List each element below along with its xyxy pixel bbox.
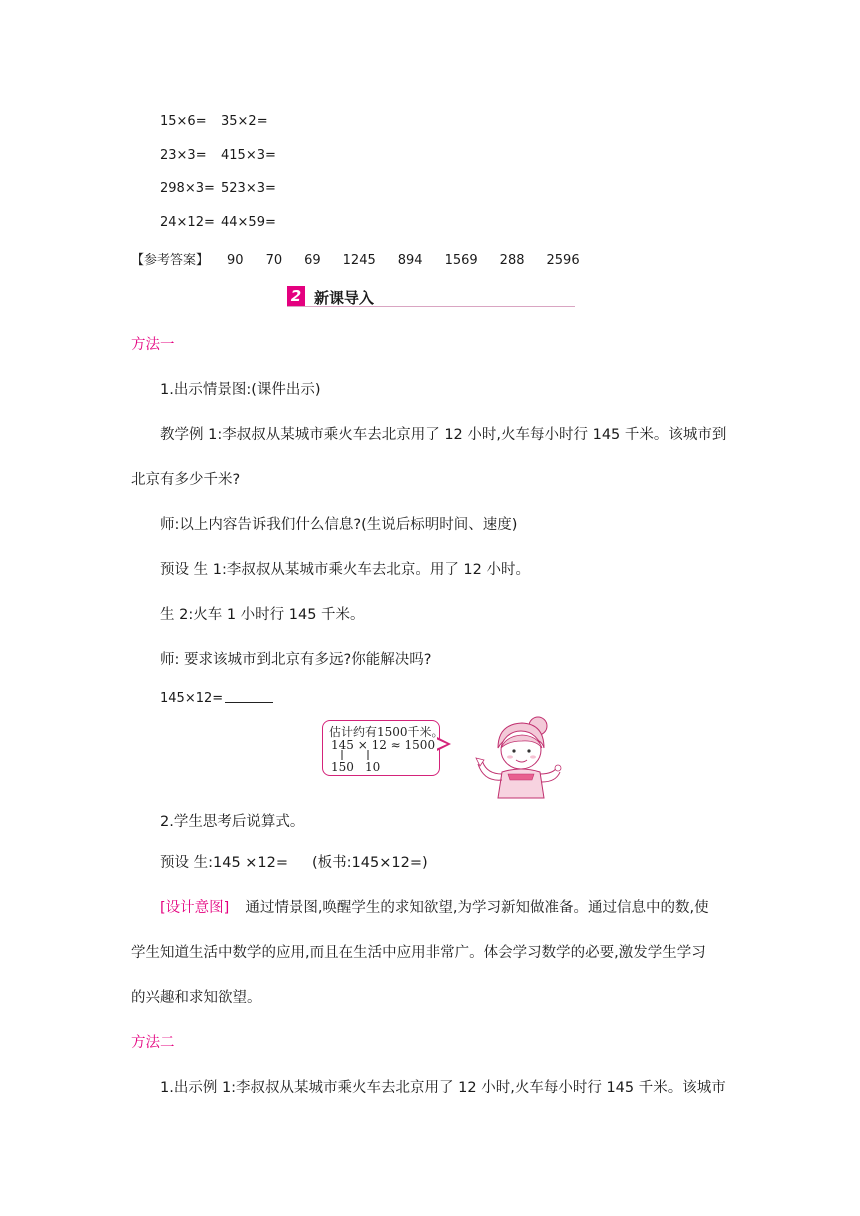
answer-value: 288 (499, 253, 525, 268)
exercise-3b: 523×3= (221, 181, 276, 196)
method1-p6: 师: 要求该城市到北京有多远?你能解决吗? (160, 652, 432, 668)
method1-heading: 方法一 (131, 337, 175, 353)
answer-value: 1245 (342, 253, 376, 268)
method1-equation (160, 690, 273, 706)
answer-blank (225, 690, 273, 703)
section-underline (287, 306, 575, 307)
method2-heading: 方法二 (131, 1035, 175, 1051)
girl-illustration (472, 714, 562, 800)
method1-p9b: (板书:145×12=) (312, 855, 428, 871)
design-intent-label: [设计意图] (160, 900, 230, 916)
answer-label: 【参考答案】 (131, 253, 210, 268)
exercise-2a: 23×3= (160, 148, 207, 163)
method1-p4: 预设 生 1:李叔叔从某城市乘火车去北京。用了 12 小时。 (160, 562, 530, 578)
bubble-line-2: 145 × 12 ≈ 1500 (331, 738, 436, 752)
answer-value: 69 (304, 253, 321, 268)
design-intent-line3: 的兴趣和求知欲望。 (131, 990, 262, 1006)
bubble-line-3b: 10 (365, 760, 381, 774)
exercise-1a: 15×6= (160, 114, 207, 129)
method1-p1: 1.出示情景图:(课件出示) (160, 382, 321, 398)
exercise-4b: 44×59= (221, 215, 276, 230)
equation-text: 145×12= (160, 691, 224, 706)
answer-value: 90 (227, 253, 244, 268)
section-title: 新课导入 (314, 289, 375, 307)
method1-p8: 2.学生思考后说算式。 (160, 814, 305, 830)
section-number-badge: 2 (287, 286, 305, 306)
answer-value: 1569 (444, 253, 478, 268)
bubble-line-1: 估计约有1500千米。 (329, 725, 444, 739)
exercise-4a: 24×12= (160, 215, 215, 230)
exercise-3a: 298×3= (160, 181, 215, 196)
design-intent-line2: 学生知道生活中数学的应用,而且在生活中应用非常广。体会学习数学的必要,激发学生学习 (131, 945, 706, 961)
exercise-1b: 35×2= (221, 114, 268, 129)
method1-p9a: 预设 生:145 ×12= (160, 855, 289, 871)
answer-value: 2596 (546, 253, 580, 268)
bubble-line-3a: 150 (331, 760, 354, 774)
answer-value: 894 (397, 253, 423, 268)
method1-p2-line2: 北京有多少千米? (131, 472, 241, 488)
method1-p5: 生 2:火车 1 小时行 145 千米。 (160, 607, 365, 623)
exercise-2b: 415×3= (221, 148, 276, 163)
answer-line (131, 249, 602, 268)
method1-p2-line1: 教学例 1:李叔叔从某城市乘火车去北京用了 12 小时,火车每小时行 145 千米。该城市到 (160, 427, 727, 443)
design-intent-line1 (160, 896, 709, 917)
method2-p1: 1.出示例 1:李叔叔从某城市乘火车去北京用了 12 小时,火车每小时行 145 千米。该城市 (160, 1080, 726, 1096)
answer-value: 70 (265, 253, 283, 268)
design-intent-text: 通过情景图,唤醒学生的求知欲望,为学习新知做准备。通过信息中的数,使 (245, 900, 709, 916)
method1-p3: 师:以上内容告诉我们什么信息?(生说后标明时间、速度) (160, 517, 518, 533)
